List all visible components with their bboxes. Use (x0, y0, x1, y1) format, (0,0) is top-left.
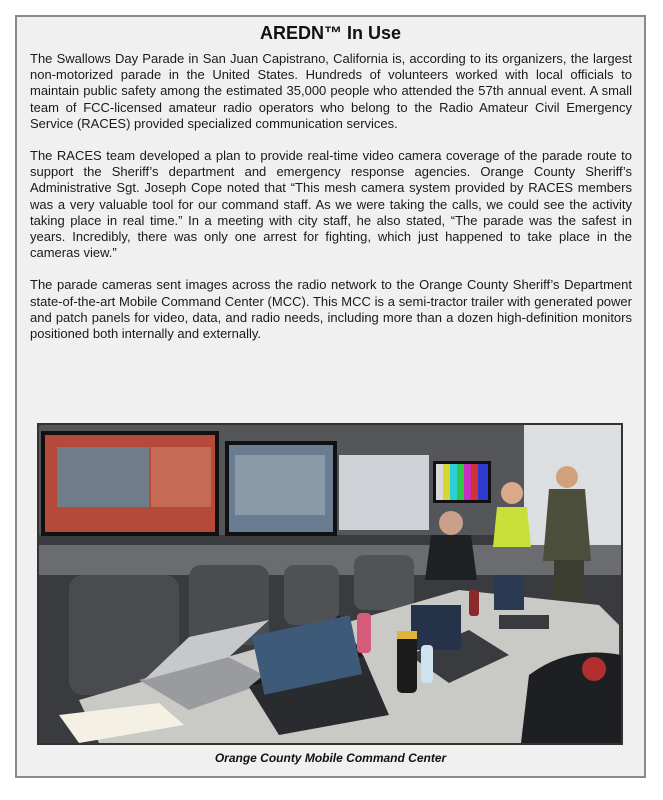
paragraph-3: The parade cameras sent images across the radio network to the Orange County Sheriff’s Department state-of-the-art Mobile Command Center (MCC). This MCC is a semi-tractor trailer with generated power and patch panels for video, data, and radio needs, including more than a dozen high-definition monitors positioned both internally and externally. (30, 277, 632, 342)
paragraph-2: The RACES team developed a plan to provide real-time video camera coverage of the parade route to support the Sheriff’s department and emergency response agencies. Orange County Sheriff’s Administrative Sgt. Joseph Cope noted that “This mesh camera system provided by RACES members was a very valuable tool for our command staff. As we were taking the calls, we could see the activity taking place in real time.” In a meeting with city staff, he also stated, “The parade was the safest in years. Incredibly, there was only one arrest for fighting, which just happened to take place in the cameras view.” (30, 148, 632, 261)
photo-illustration (39, 425, 621, 743)
article-box (15, 15, 646, 778)
paragraph-1: The Swallows Day Parade in San Juan Capistrano, California is, according to its organizers, the largest non-motorized parade in the United States. Hundreds of volunteers worked with local officials to maintain public safety among the estimated 35,000 people who attended the 57th annual event. A small team of FCC-licensed amateur radio operators who belong to the Radio Amateur Civil Emergency Service (RACES) provided specialized communication services. (30, 51, 632, 131)
article-title: AREDN™ In Use (259, 23, 402, 43)
command-center-photo (37, 423, 623, 745)
photo-caption: Orange County Mobile Command Center (214, 751, 447, 765)
article-body (30, 51, 632, 358)
